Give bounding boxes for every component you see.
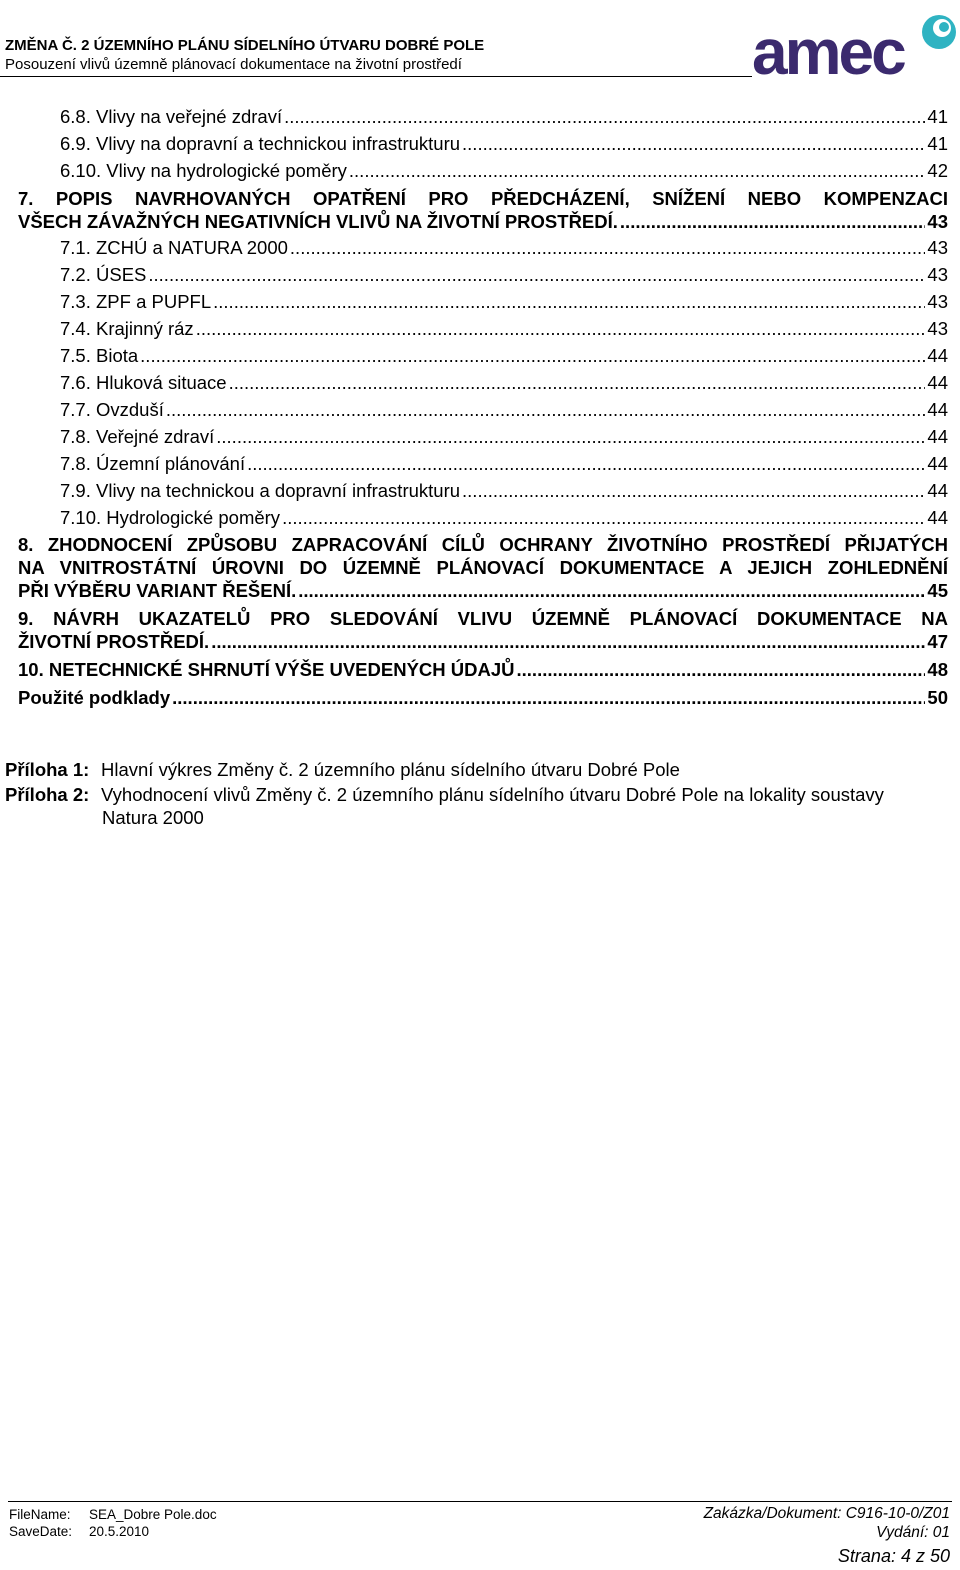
toc-chapter-10[interactable]: 10. NETECHNICKÉ SHRNUTÍ VÝŠE UVEDENÝCH ÚDAJŮ ..... 48	[18, 658, 948, 681]
page-header	[0, 0, 960, 80]
footer-filename-label: FileName:	[9, 1507, 71, 1522]
footer-issue: Vydání: 01	[876, 1524, 950, 1541]
toc-entry[interactable]: 6.9. Vlivy na dopravní a technickou infrastrukturu ..... 41	[60, 132, 948, 155]
toc-entry[interactable]: 7.9. Vlivy na technickou a dopravní infrastrukturu ..... 44	[60, 479, 948, 502]
toc-entry[interactable]: 7.3. ZPF a PUPFL ..... 43	[60, 290, 948, 313]
toc-entry[interactable]: 7.8. Veřejné zdraví ..... 44	[60, 425, 948, 448]
footer-savedate-label: SaveDate:	[9, 1524, 73, 1539]
amec-logo	[752, 4, 960, 80]
toc-entry[interactable]: 7.10. Hydrologické poměry ..... 44	[60, 506, 948, 529]
appendix-key: Příloha 1:	[5, 759, 90, 780]
toc-references[interactable]: Použité podklady ..... 50	[18, 686, 948, 709]
toc-entry[interactable]: 6.8. Vlivy na veřejné zdraví ..... 41	[60, 105, 948, 128]
toc-entry[interactable]: 7.5. Biota ..... 44	[60, 344, 948, 367]
appendix-text: Hlavní výkres Změny č. 2 územního plánu sídelního útvaru Dobré Pole	[101, 759, 680, 780]
header-rule	[0, 76, 752, 77]
toc-chapter-7[interactable]: 7. POPIS NAVRHOVANÝCH OPATŘENÍ PRO PŘEDCHÁZENÍ, SNÍŽENÍ NEBO KOMPENZACI VŠECH ZÁVAŽNÝCH NEGATIVNÍCH VLIVŮ NA ŽIVOTNÍ PROSTŘEDÍ. ..... 43	[18, 187, 948, 233]
toc-entry[interactable]: 7.1. ZCHÚ a NATURA 2000 ..... 43	[60, 236, 948, 259]
footer-savedate: 20.5.2010	[89, 1524, 150, 1539]
logo-text: amec	[752, 16, 904, 80]
toc-entry[interactable]: 7.4. Krajinný ráz ..... 43	[60, 317, 948, 340]
toc-chapter-8[interactable]: 8. ZHODNOCENÍ ZPŮSOBU ZAPRACOVÁNÍ CÍLŮ OCHRANY ŽIVOTNÍHO PROSTŘEDÍ PŘIJATÝCH NA VNITROSTÁTNÍ ÚROVNI DO ÚZEMNĚ PLÁNOVACÍ DOKUMENTACE A JEJICH ZOHLEDNĚNÍ PŘI VÝBĚRU VARIANT ŘEŠENÍ. ..... 45	[18, 533, 948, 602]
toc-entry[interactable]: 6.10. Vlivy na hydrologické poměry ..... 42	[60, 159, 948, 182]
toc-chapter-9[interactable]: 9. NÁVRH UKAZATELŮ PRO SLEDOVÁNÍ VLIVU ÚZEMNĚ PLÁNOVACÍ DOKUMENTACE NA ŽIVOTNÍ PROSTŘEDÍ. ..... 47	[18, 607, 948, 653]
toc-entry[interactable]: 7.7. Ovzduší ..... 44	[60, 398, 948, 421]
toc-entry[interactable]: 7.6. Hluková situace ..... 44	[60, 371, 948, 394]
footer-filename: SEA_Dobre Pole.doc	[89, 1507, 217, 1522]
footer-order: Zakázka/Dokument: C916-10-0/Z01	[703, 1505, 950, 1522]
header-title: ZMĚNA Č. 2 ÚZEMNÍHO PLÁNU SÍDELNÍHO ÚTVARU DOBRÉ POLE	[5, 37, 485, 54]
footer-page-number: Strana: 4 z 50	[837, 1546, 950, 1566]
footer-rule	[8, 1501, 952, 1502]
appendix-key: Příloha 2:	[5, 784, 90, 805]
appendix-text: Vyhodnocení vlivů Změny č. 2 územního plánu sídelního útvaru Dobré Pole na lokality soustavy	[101, 784, 884, 805]
toc-entry[interactable]: 7.2. ÚSES ..... 43	[60, 263, 948, 286]
appendix-1	[5, 757, 948, 782]
header-subtitle: Posouzení vlivů územně plánovací dokumentace na životní prostředí	[5, 56, 462, 73]
appendix-text-cont: Natura 2000	[102, 807, 204, 828]
appendix-2	[5, 782, 948, 830]
toc-entry[interactable]: 7.8. Územní plánování ..... 44	[60, 452, 948, 475]
